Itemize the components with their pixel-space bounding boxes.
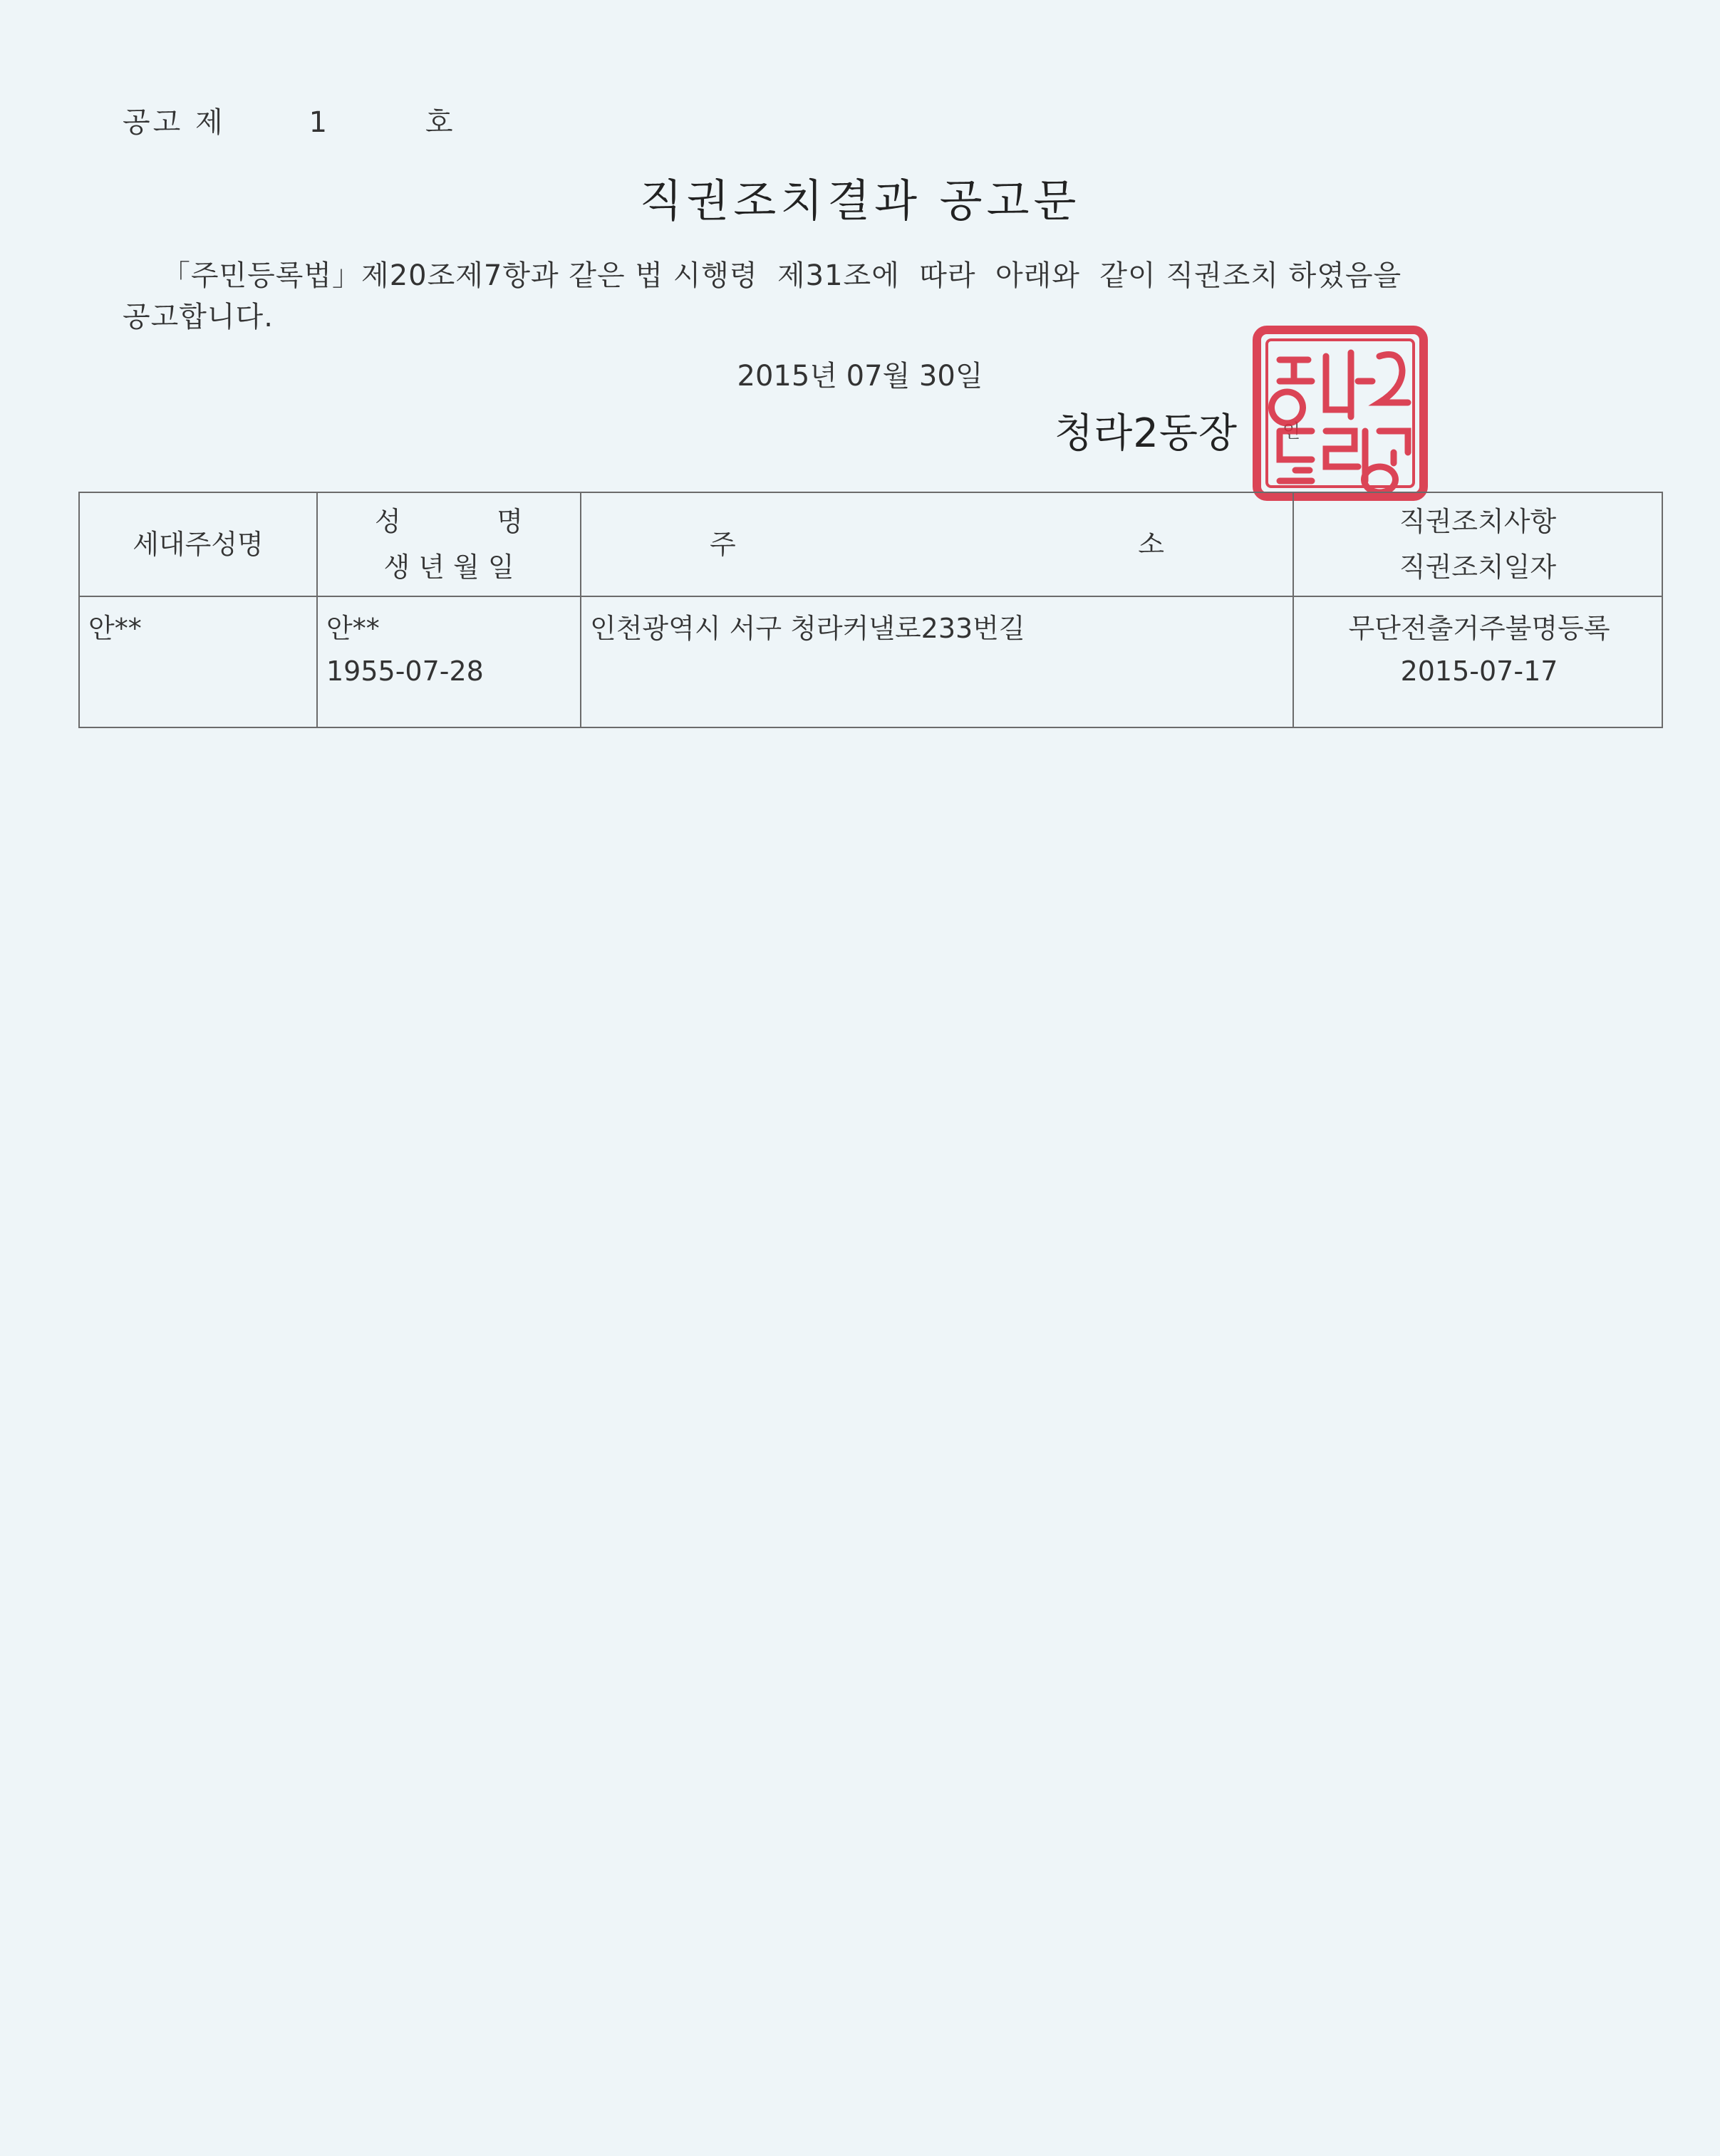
header-action-date: 직권조치일자	[1399, 551, 1557, 583]
cell-action-date: 2015-07-17	[1400, 655, 1558, 687]
header-birth: 생 년 월 일	[383, 551, 514, 583]
cell-name: 안**	[326, 613, 380, 644]
cell-birth: 1955-07-28	[326, 655, 484, 687]
notice-number	[123, 100, 455, 140]
header-action-item: 직권조치사항	[1399, 506, 1557, 537]
notice-body-line-2: 공고합니다.	[123, 301, 274, 333]
issuer-seal-mark: 인	[1283, 421, 1301, 442]
notice-number-suffix: 호	[425, 106, 456, 139]
header-action	[1293, 492, 1662, 596]
notice-date: 2015년 07월 30일	[737, 360, 983, 393]
header-householder	[79, 492, 317, 596]
header-address	[581, 492, 1293, 596]
official-seal	[1251, 324, 1429, 502]
table-row	[79, 596, 1662, 727]
records-table	[78, 492, 1663, 728]
document-title: 직권조치결과 공고문	[639, 175, 1081, 227]
issuer-name: 청라2동장	[1055, 410, 1238, 457]
official-seal-graphic	[1251, 324, 1429, 502]
cell-address: 인천광역시 서구 청라커낼로233번길	[581, 596, 1293, 727]
header-householder-label: 세대주성명	[133, 529, 264, 560]
header-name: 성 명	[375, 506, 523, 537]
cell-action	[1293, 596, 1662, 727]
cell-action-item: 무단전출거주불명등록	[1348, 613, 1610, 644]
cell-householder: 안**	[79, 596, 317, 727]
notice-number-label: 공고 제	[123, 106, 226, 139]
header-name-birth	[317, 492, 581, 596]
notice-number-value: 1	[309, 106, 331, 139]
header-address-label: 주 소	[710, 529, 1164, 560]
cell-name-birth	[317, 596, 581, 727]
table-header-row	[79, 492, 1662, 596]
notice-body-line-1: 「주민등록법」제20조제7항과 같은 법 시행령 제31조에 따라 아래와 같이 직권조치 하였음을	[161, 259, 1402, 292]
